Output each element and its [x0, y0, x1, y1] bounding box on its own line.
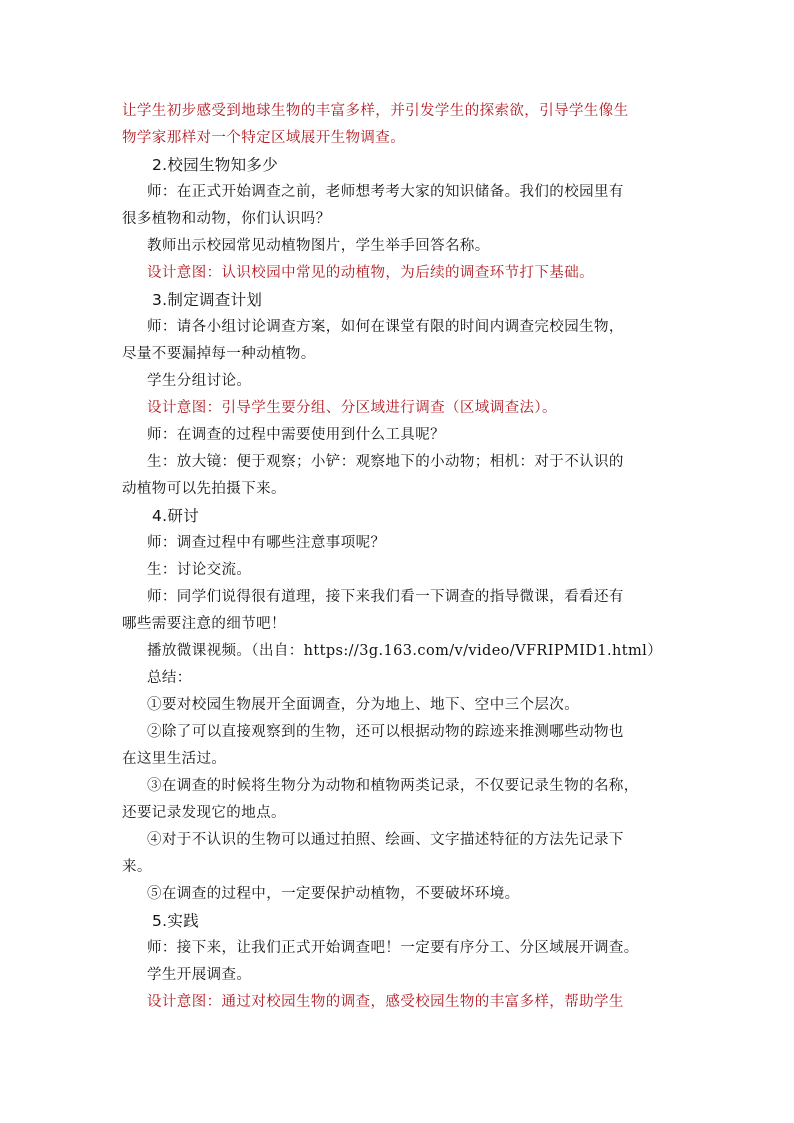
summary-item: 还要记录发现它的地点。	[122, 805, 286, 821]
section-heading: 2.校园生物知多少	[152, 156, 278, 174]
design-intent: 设计意图：引导学生要分组、分区域进行调查（区域调查法）。	[147, 400, 557, 416]
paragraph-line: 师：在调查的过程中需要使用到什么工具呢？	[147, 427, 445, 443]
paragraph-line: 生：放大镜：便于观察；小铲：观察地下的小动物；相机：对于不认识的	[147, 454, 624, 470]
paragraph-line: 师：接下来，让我们正式开始调查吧！一定要有序分工、分区域展开调查。	[147, 940, 639, 956]
paragraph-line: 师：在正式开始调查之前，老师想考考大家的知识储备。我们的校园里有	[147, 184, 624, 200]
paragraph-line: 尽量不要漏掉每一种动植物。	[122, 346, 316, 362]
section-heading: 4.研讨	[152, 507, 199, 525]
design-intent-continuation: 物学家那样对一个特定区域展开生物调查。	[122, 130, 406, 146]
paragraph-line: 学生开展调查。	[147, 967, 252, 983]
summary-item: ①要对校园生物展开全面调查，分为地上、地下、空中三个层次。	[147, 697, 580, 713]
summary-item: ④对于不认识的生物可以通过拍照、绘画、文字描述特征的方法先记录下	[147, 832, 624, 848]
summary-item: ②除了可以直接观察到的生物，还可以根据动物的踪迹来推测哪些动物也	[147, 724, 624, 740]
summary-item: 在这里生活过。	[122, 751, 227, 767]
design-intent: 设计意图：通过对校园生物的调查，感受校园生物的丰富多样，帮助学生	[147, 994, 624, 1010]
paragraph-line: 师：同学们说得很有道理，接下来我们看一下调查的指导微课，看看还有	[147, 589, 624, 605]
paragraph-line: 动植物可以先拍摄下来。	[122, 481, 286, 497]
paragraph-line: 教师出示校园常见动植物图片，学生举手回答名称。	[147, 238, 490, 254]
paragraph-line: 师：调查过程中有哪些注意事项呢？	[147, 535, 386, 551]
paragraph-line: 师：请各小组讨论调查方案，如何在课堂有限的时间内调查完校园生物，	[147, 319, 624, 335]
video-source-line: 播放微课视频。（出自：https://3g.163.com/v/video/VFRIPMID1.html）	[147, 643, 663, 659]
summary-label: 总结：	[147, 670, 192, 686]
paragraph-line: 哪些需要注意的细节吧！	[122, 616, 286, 632]
design-intent: 设计意图：认识校园中常见的动植物，为后续的调查环节打下基础。	[147, 265, 594, 281]
design-intent-continuation: 让学生初步感受到地球生物的丰富多样，并引发学生的探索欲，引导学生像生	[122, 103, 629, 119]
section-heading: 3.制定调查计划	[152, 291, 263, 309]
paragraph-line: 学生分组讨论。	[147, 373, 252, 389]
summary-item: ③在调查的时候将生物分为动物和植物两类记录，不仅要记录生物的名称，	[147, 778, 639, 794]
section-heading: 5.实践	[152, 912, 199, 930]
summary-item: ⑤在调查的过程中，一定要保护动植物，不要破坏环境。	[147, 886, 520, 902]
paragraph-line: 生：讨论交流。	[147, 562, 252, 578]
paragraph-line: 很多植物和动物，你们认识吗？	[122, 211, 331, 227]
summary-item: 来。	[122, 859, 152, 875]
